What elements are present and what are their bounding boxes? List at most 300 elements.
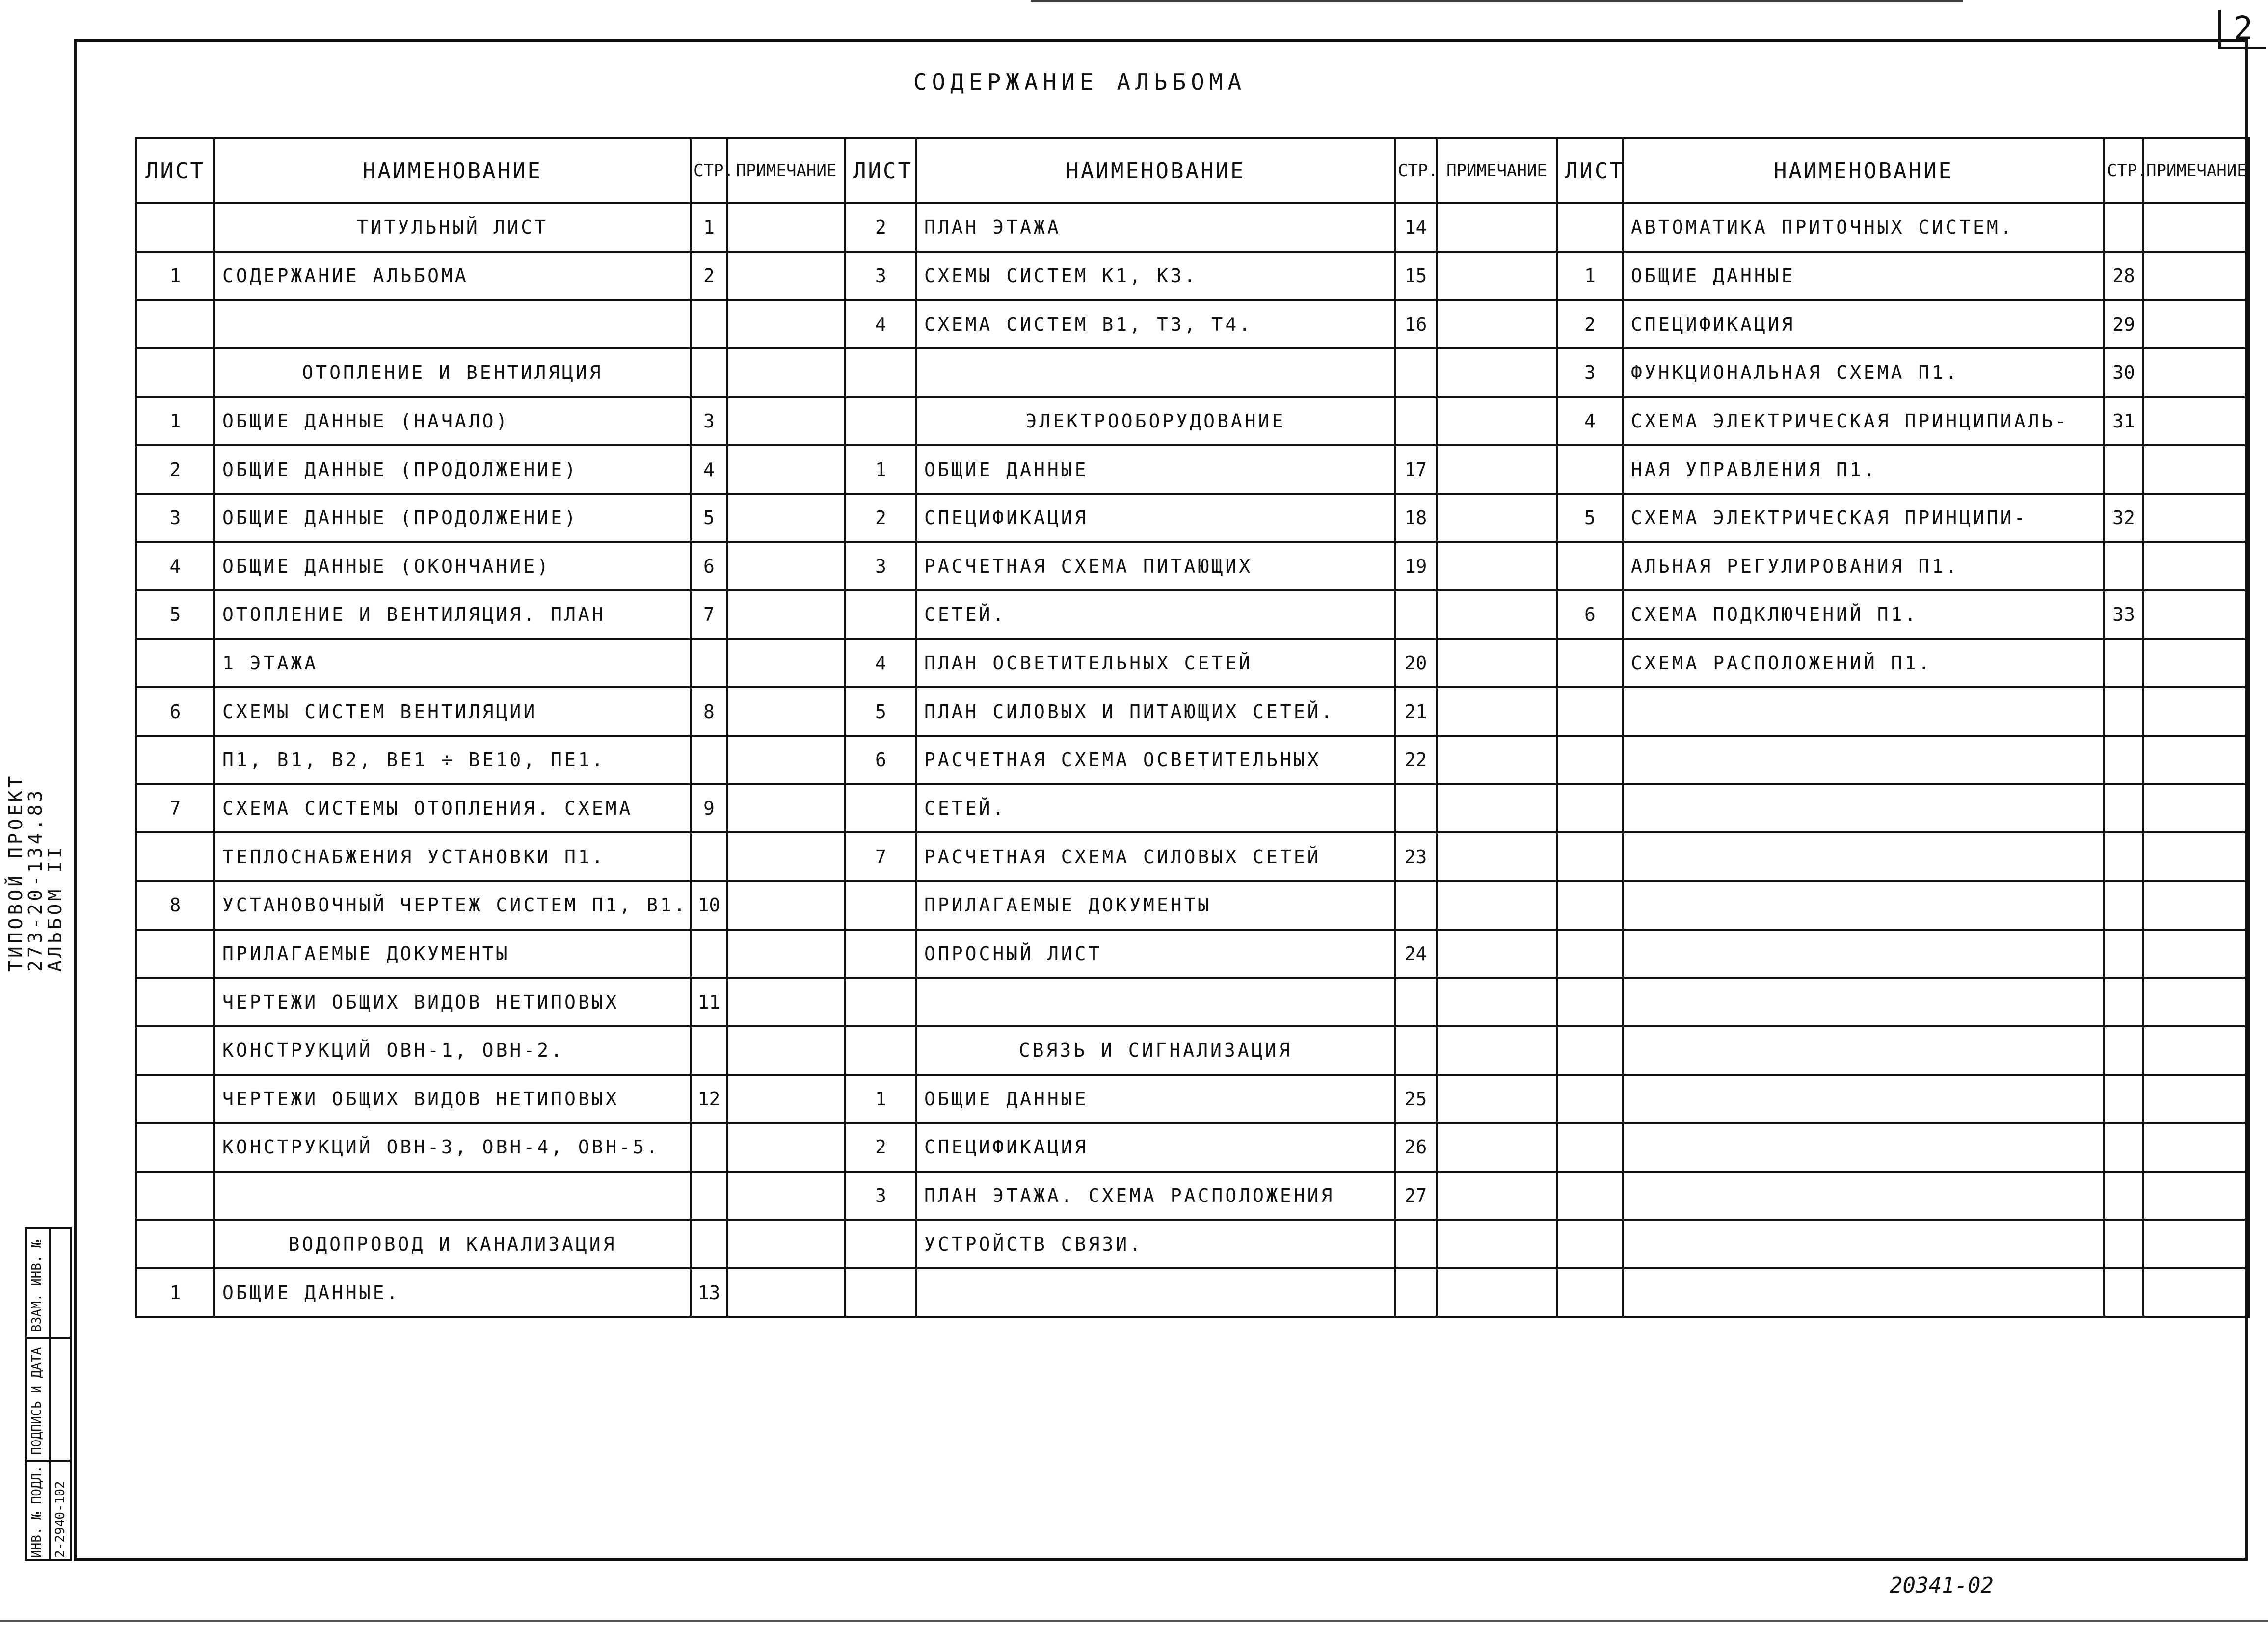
bottom-edge-rule xyxy=(0,1620,2268,1622)
section-heading-cell: ТИТУЛЬНЫЙ ЛИСТ xyxy=(214,203,691,252)
page-cell xyxy=(2104,1075,2143,1123)
name-cell: ОБЩИЕ ДАННЫЕ. xyxy=(214,1268,691,1317)
name-cell: ОБЩИЕ ДАННЫЕ xyxy=(916,1075,1395,1123)
note-cell xyxy=(1437,784,1557,833)
sheet-cell: 1 xyxy=(136,1268,214,1317)
note-cell xyxy=(2143,1220,2249,1268)
sheet-cell: 5 xyxy=(136,590,214,639)
table-row xyxy=(136,1123,2249,1172)
sheet-cell xyxy=(845,978,916,1026)
sheet-number: 2 xyxy=(2218,10,2266,49)
note-cell xyxy=(1437,397,1557,446)
name-cell: КОНСТРУКЦИЙ ОВН-3, ОВН-4, ОВН-5. xyxy=(214,1123,691,1172)
note-cell xyxy=(2143,881,2249,930)
note-cell xyxy=(2143,1026,2249,1075)
sheet-cell xyxy=(136,203,214,252)
name-cell xyxy=(214,300,691,348)
sheet-cell xyxy=(136,1026,214,1075)
header-page: СТР. xyxy=(2104,138,2143,203)
name-cell xyxy=(1623,1220,2104,1268)
sheet-cell xyxy=(1557,736,1623,784)
note-cell xyxy=(2143,590,2249,639)
name-cell: РАСЧЕТНАЯ СХЕМА СИЛОВЫХ СЕТЕЙ xyxy=(916,832,1395,881)
project-side-label xyxy=(0,766,64,972)
page-cell: 28 xyxy=(2104,252,2143,300)
name-cell xyxy=(1623,1075,2104,1123)
sheet-cell: 6 xyxy=(845,736,916,784)
top-edge-rule xyxy=(1031,0,1963,5)
name-cell xyxy=(1623,978,2104,1026)
page-cell: 31 xyxy=(2104,397,2143,446)
page-cell: 6 xyxy=(691,542,727,590)
sheet-cell: 3 xyxy=(845,542,916,590)
note-cell xyxy=(2143,978,2249,1026)
table-row xyxy=(136,832,2249,881)
note-cell xyxy=(727,445,845,494)
table-row xyxy=(136,590,2249,639)
name-cell xyxy=(916,348,1395,397)
page-cell xyxy=(691,639,727,688)
sheet-cell xyxy=(1557,1123,1623,1172)
approval-stamp xyxy=(25,1227,72,1561)
note-cell xyxy=(727,1268,845,1317)
note-cell xyxy=(2143,1268,2249,1317)
sheet-cell: 6 xyxy=(1557,590,1623,639)
note-cell xyxy=(2143,784,2249,833)
sheet-cell: 1 xyxy=(136,397,214,446)
note-cell xyxy=(727,252,845,300)
name-cell: СЕТЕЙ. xyxy=(916,590,1395,639)
name-cell: ОБЩИЕ ДАННЫЕ xyxy=(916,445,1395,494)
name-cell: ПЛАН ОСВЕТИТЕЛЬНЫХ СЕТЕЙ xyxy=(916,639,1395,688)
table-row xyxy=(136,1075,2249,1123)
page-cell xyxy=(1395,1220,1437,1268)
page-cell: 27 xyxy=(1395,1172,1437,1220)
table-row xyxy=(136,445,2249,494)
side-label-line2: 273-20-134.83 xyxy=(25,787,46,972)
document-code: 20341-02 xyxy=(1890,1573,1994,1598)
note-cell xyxy=(2143,1123,2249,1172)
name-cell xyxy=(1623,736,2104,784)
note-cell xyxy=(1437,1172,1557,1220)
name-cell: ЧЕРТЕЖИ ОБЩИХ ВИДОВ НЕТИПОВЫХ xyxy=(214,1075,691,1123)
note-cell xyxy=(727,1220,845,1268)
note-cell xyxy=(1437,881,1557,930)
table-row xyxy=(136,930,2249,978)
table-row xyxy=(136,881,2249,930)
name-cell xyxy=(1623,1026,2104,1075)
sheet-cell xyxy=(845,930,916,978)
page-cell: 25 xyxy=(1395,1075,1437,1123)
stamp-signature-label: ПОДПИСЬ И ДАТА xyxy=(29,1347,44,1455)
contents-table-body xyxy=(136,203,2249,1317)
sheet-cell xyxy=(136,978,214,1026)
name-cell: ОБЩИЕ ДАННЫЕ (ПРОДОЛЖЕНИЕ) xyxy=(214,494,691,542)
note-cell xyxy=(727,203,845,252)
note-cell xyxy=(2143,639,2249,688)
note-cell xyxy=(727,978,845,1026)
page-cell: 24 xyxy=(1395,930,1437,978)
name-cell xyxy=(1623,881,2104,930)
name-cell: СХЕМА СИСТЕМ В1, Т3, Т4. xyxy=(916,300,1395,348)
sheet-cell xyxy=(1557,1220,1623,1268)
name-cell xyxy=(214,1172,691,1220)
page-cell xyxy=(691,1026,727,1075)
name-cell: РАСЧЕТНАЯ СХЕМА ПИТАЮЩИХ xyxy=(916,542,1395,590)
page-cell: 17 xyxy=(1395,445,1437,494)
sheet-cell xyxy=(136,1123,214,1172)
page-cell xyxy=(1395,397,1437,446)
table-row xyxy=(136,203,2249,252)
page-cell: 20 xyxy=(1395,639,1437,688)
page-cell: 12 xyxy=(691,1075,727,1123)
sheet-cell: 1 xyxy=(136,252,214,300)
page-cell xyxy=(2104,736,2143,784)
name-cell xyxy=(1623,930,2104,978)
sheet-cell: 4 xyxy=(136,542,214,590)
page-cell xyxy=(691,832,727,881)
table-row xyxy=(136,397,2249,446)
page-cell xyxy=(1395,1268,1437,1317)
sheet-cell xyxy=(845,348,916,397)
page-cell: 21 xyxy=(1395,687,1437,736)
page-cell xyxy=(1395,881,1437,930)
page-cell xyxy=(2104,203,2143,252)
page-cell: 7 xyxy=(691,590,727,639)
note-cell xyxy=(2143,300,2249,348)
name-cell: ПЛАН ЭТАЖА xyxy=(916,203,1395,252)
note-cell xyxy=(1437,736,1557,784)
page-cell: 15 xyxy=(1395,252,1437,300)
sheet-cell xyxy=(136,930,214,978)
page-cell: 14 xyxy=(1395,203,1437,252)
note-cell xyxy=(2143,1172,2249,1220)
header-sheet: ЛИСТ xyxy=(1557,138,1623,203)
name-cell: П1, В1, В2, ВЕ1 ÷ ВЕ10, ПЕ1. xyxy=(214,736,691,784)
sheet-cell: 3 xyxy=(136,494,214,542)
note-cell xyxy=(1437,978,1557,1026)
sheet-cell xyxy=(845,1268,916,1317)
page-cell xyxy=(691,348,727,397)
note-cell xyxy=(1437,1123,1557,1172)
page-cell xyxy=(2104,1172,2143,1220)
page-cell xyxy=(2104,1123,2143,1172)
page-cell xyxy=(691,1123,727,1172)
page-cell xyxy=(2104,784,2143,833)
name-cell xyxy=(1623,687,2104,736)
name-cell: ОБЩИЕ ДАННЫЕ (ОКОНЧАНИЕ) xyxy=(214,542,691,590)
page-cell xyxy=(691,1172,727,1220)
table-row xyxy=(136,300,2249,348)
page-cell xyxy=(1395,1026,1437,1075)
sheet-cell xyxy=(1557,445,1623,494)
sheet-cell xyxy=(845,881,916,930)
note-cell xyxy=(2143,203,2249,252)
section-heading-cell: СВЯЗЬ И СИГНАЛИЗАЦИЯ xyxy=(916,1026,1395,1075)
page-cell: 13 xyxy=(691,1268,727,1317)
sheet-cell xyxy=(1557,639,1623,688)
page-cell: 23 xyxy=(1395,832,1437,881)
name-cell: ПРИЛАГАЕМЫЕ ДОКУМЕНТЫ xyxy=(214,930,691,978)
stamp-vzam-label: ВЗАМ. ИНВ. № xyxy=(29,1240,44,1332)
name-cell: СПЕЦИФИКАЦИЯ xyxy=(916,494,1395,542)
sheet-cell: 1 xyxy=(1557,252,1623,300)
header-page: СТР. xyxy=(691,138,727,203)
note-cell xyxy=(1437,252,1557,300)
name-cell: ОБЩИЕ ДАННЫЕ (ПРОДОЛЖЕНИЕ) xyxy=(214,445,691,494)
page-cell: 26 xyxy=(1395,1123,1437,1172)
name-cell xyxy=(916,978,1395,1026)
header-name: НАИМЕНОВАНИЕ xyxy=(1623,138,2104,203)
sheet-cell xyxy=(1557,978,1623,1026)
page-cell xyxy=(2104,881,2143,930)
name-cell: ПЛАН ЭТАЖА. СХЕМА РАСПОЛОЖЕНИЯ xyxy=(916,1172,1395,1220)
sheet-cell: 2 xyxy=(845,1123,916,1172)
stamp-inv-label: ИНВ. № ПОДЛ. xyxy=(29,1466,44,1558)
name-cell: СХЕМА РАСПОЛОЖЕНИЙ П1. xyxy=(1623,639,2104,688)
sheet-cell: 3 xyxy=(845,252,916,300)
name-cell: УСТРОЙСТВ СВЯЗИ. xyxy=(916,1220,1395,1268)
name-cell: 1 ЭТАЖА xyxy=(214,639,691,688)
note-cell xyxy=(1437,832,1557,881)
sheet-cell: 7 xyxy=(845,832,916,881)
sheet-cell xyxy=(845,590,916,639)
name-cell: ПРИЛАГАЕМЫЕ ДОКУМЕНТЫ xyxy=(916,881,1395,930)
sheet-cell xyxy=(845,1220,916,1268)
table-row xyxy=(136,639,2249,688)
header-sheet: ЛИСТ xyxy=(136,138,214,203)
name-cell: ФУНКЦИОНАЛЬНАЯ СХЕМА П1. xyxy=(1623,348,2104,397)
sheet-cell: 1 xyxy=(845,1075,916,1123)
name-cell: СХЕМА ПОДКЛЮЧЕНИЙ П1. xyxy=(1623,590,2104,639)
note-cell xyxy=(1437,445,1557,494)
header-sheet: ЛИСТ xyxy=(845,138,916,203)
sheet-cell: 4 xyxy=(845,639,916,688)
table-row xyxy=(136,252,2249,300)
name-cell: ОТОПЛЕНИЕ И ВЕНТИЛЯЦИЯ. ПЛАН xyxy=(214,590,691,639)
sheet-cell xyxy=(1557,1172,1623,1220)
note-cell xyxy=(1437,300,1557,348)
page-cell: 1 xyxy=(691,203,727,252)
table-header-row xyxy=(136,138,2249,203)
sheet-cell: 3 xyxy=(845,1172,916,1220)
page-cell: 16 xyxy=(1395,300,1437,348)
page-cell xyxy=(2104,687,2143,736)
page-cell xyxy=(691,300,727,348)
note-cell xyxy=(2143,494,2249,542)
page-cell xyxy=(2104,445,2143,494)
name-cell: ПЛАН СИЛОВЫХ И ПИТАЮЩИХ СЕТЕЙ. xyxy=(916,687,1395,736)
sheet-cell xyxy=(1557,1268,1623,1317)
name-cell: АВТОМАТИКА ПРИТОЧНЫХ СИСТЕМ. xyxy=(1623,203,2104,252)
name-cell xyxy=(1623,1123,2104,1172)
sheet-cell: 2 xyxy=(845,203,916,252)
sheet-cell xyxy=(136,736,214,784)
note-cell xyxy=(727,881,845,930)
note-cell xyxy=(727,832,845,881)
name-cell xyxy=(1623,832,2104,881)
name-cell: СЕТЕЙ. xyxy=(916,784,1395,833)
note-cell xyxy=(727,687,845,736)
note-cell xyxy=(2143,397,2249,446)
name-cell: ТЕПЛОСНАБЖЕНИЯ УСТАНОВКИ П1. xyxy=(214,832,691,881)
page-cell xyxy=(1395,784,1437,833)
page-cell: 30 xyxy=(2104,348,2143,397)
table-row xyxy=(136,736,2249,784)
name-cell: УСТАНОВОЧНЫЙ ЧЕРТЕЖ СИСТЕМ П1, В1. xyxy=(214,881,691,930)
page-cell xyxy=(2104,978,2143,1026)
name-cell: СХЕМЫ СИСТЕМ ВЕНТИЛЯЦИИ xyxy=(214,687,691,736)
note-cell xyxy=(2143,930,2249,978)
note-cell xyxy=(727,397,845,446)
sheet-cell xyxy=(845,397,916,446)
header-name: НАИМЕНОВАНИЕ xyxy=(916,138,1395,203)
sheet-cell: 5 xyxy=(1557,494,1623,542)
sheet-cell xyxy=(136,1220,214,1268)
name-cell: СПЕЦИФИКАЦИЯ xyxy=(1623,300,2104,348)
page-cell xyxy=(2104,639,2143,688)
name-cell: СХЕМА ЭЛЕКТРИЧЕСКАЯ ПРИНЦИПИ- xyxy=(1623,494,2104,542)
note-cell xyxy=(2143,736,2249,784)
note-cell xyxy=(2143,687,2249,736)
sheet-cell: 5 xyxy=(845,687,916,736)
name-cell: ОБЩИЕ ДАННЫЕ (НАЧАЛО) xyxy=(214,397,691,446)
name-cell xyxy=(1623,1268,2104,1317)
name-cell xyxy=(1623,1172,2104,1220)
page-cell: 2 xyxy=(691,252,727,300)
note-cell xyxy=(727,300,845,348)
sheet-cell: 4 xyxy=(845,300,916,348)
note-cell xyxy=(1437,1026,1557,1075)
page-cell: 19 xyxy=(1395,542,1437,590)
page-cell xyxy=(2104,832,2143,881)
name-cell: АЛЬНАЯ РЕГУЛИРОВАНИЯ П1. xyxy=(1623,542,2104,590)
note-cell xyxy=(1437,494,1557,542)
sheet-cell: 4 xyxy=(1557,397,1623,446)
page-cell: 33 xyxy=(2104,590,2143,639)
page-cell xyxy=(2104,930,2143,978)
table-row xyxy=(136,494,2249,542)
note-cell xyxy=(2143,348,2249,397)
section-heading-cell: ЭЛЕКТРООБОРУДОВАНИЕ xyxy=(916,397,1395,446)
note-cell xyxy=(1437,639,1557,688)
sheet-cell xyxy=(136,832,214,881)
name-cell: СХЕМА ЭЛЕКТРИЧЕСКАЯ ПРИНЦИПИАЛЬ- xyxy=(1623,397,2104,446)
sheet-cell: 2 xyxy=(136,445,214,494)
sheet-cell: 2 xyxy=(1557,300,1623,348)
table-row xyxy=(136,1220,2249,1268)
sheet-cell: 7 xyxy=(136,784,214,833)
name-cell: СПЕЦИФИКАЦИЯ xyxy=(916,1123,1395,1172)
name-cell: ОПРОСНЫЙ ЛИСТ xyxy=(916,930,1395,978)
sheet-cell xyxy=(1557,930,1623,978)
sheet-cell: 2 xyxy=(845,494,916,542)
name-cell: ЧЕРТЕЖИ ОБЩИХ ВИДОВ НЕТИПОВЫХ xyxy=(214,978,691,1026)
page-cell: 18 xyxy=(1395,494,1437,542)
page-cell: 22 xyxy=(1395,736,1437,784)
sheet-cell xyxy=(1557,881,1623,930)
note-cell xyxy=(727,736,845,784)
contents-table xyxy=(135,137,2250,1318)
name-cell xyxy=(916,1268,1395,1317)
table-row xyxy=(136,1172,2249,1220)
sheet-cell xyxy=(136,1172,214,1220)
note-cell xyxy=(1437,542,1557,590)
sheet-cell xyxy=(845,1026,916,1075)
page-cell xyxy=(1395,978,1437,1026)
header-name: НАИМЕНОВАНИЕ xyxy=(214,138,691,203)
page-cell: 5 xyxy=(691,494,727,542)
section-heading-cell: ВОДОПРОВОД И КАНАЛИЗАЦИЯ xyxy=(214,1220,691,1268)
stamp-divider xyxy=(49,1229,51,1559)
name-cell xyxy=(1623,784,2104,833)
stamp-cell-divider xyxy=(27,1460,70,1462)
sheet-cell: 3 xyxy=(1557,348,1623,397)
note-cell xyxy=(1437,203,1557,252)
page-title: СОДЕРЖАНИЕ АЛЬБОМА xyxy=(913,69,1247,95)
note-cell xyxy=(1437,1220,1557,1268)
note-cell xyxy=(2143,832,2249,881)
header-page: СТР. xyxy=(1395,138,1437,203)
page-cell: 8 xyxy=(691,687,727,736)
name-cell: ОБЩИЕ ДАННЫЕ xyxy=(1623,252,2104,300)
header-note: ПРИМЕЧАНИЕ xyxy=(727,138,845,203)
table-row xyxy=(136,1026,2249,1075)
table-row xyxy=(136,542,2249,590)
note-cell xyxy=(727,494,845,542)
note-cell xyxy=(727,590,845,639)
sheet-cell xyxy=(136,639,214,688)
sheet-cell: 1 xyxy=(845,445,916,494)
note-cell xyxy=(727,348,845,397)
name-cell: КОНСТРУКЦИЙ ОВН-1, ОВН-2. xyxy=(214,1026,691,1075)
sheet-cell xyxy=(845,784,916,833)
page-cell: 32 xyxy=(2104,494,2143,542)
note-cell xyxy=(727,1123,845,1172)
table-row xyxy=(136,978,2249,1026)
note-cell xyxy=(1437,348,1557,397)
note-cell xyxy=(2143,542,2249,590)
note-cell xyxy=(727,1172,845,1220)
name-cell: СХЕМА СИСТЕМЫ ОТОПЛЕНИЯ. СХЕМА xyxy=(214,784,691,833)
sheet-cell xyxy=(1557,832,1623,881)
sheet-cell: 8 xyxy=(136,881,214,930)
note-cell xyxy=(727,639,845,688)
note-cell xyxy=(1437,930,1557,978)
page-cell xyxy=(2104,1268,2143,1317)
sheet-cell xyxy=(1557,687,1623,736)
side-label-line3: АЛЬБОМ II xyxy=(44,844,66,972)
page-cell: 4 xyxy=(691,445,727,494)
page-cell: 11 xyxy=(691,978,727,1026)
page-cell xyxy=(2104,1026,2143,1075)
page-cell: 10 xyxy=(691,881,727,930)
page-cell: 29 xyxy=(2104,300,2143,348)
page-cell xyxy=(1395,348,1437,397)
sheet-cell xyxy=(136,300,214,348)
table-row xyxy=(136,784,2249,833)
sheet-cell xyxy=(1557,784,1623,833)
sheet-cell xyxy=(136,1075,214,1123)
page-cell xyxy=(2104,1220,2143,1268)
name-cell: СОДЕРЖАНИЕ АЛЬБОМА xyxy=(214,252,691,300)
note-cell xyxy=(727,1075,845,1123)
note-cell xyxy=(2143,1075,2249,1123)
note-cell xyxy=(2143,445,2249,494)
section-heading-cell: ОТОПЛЕНИЕ И ВЕНТИЛЯЦИЯ xyxy=(214,348,691,397)
page-cell: 3 xyxy=(691,397,727,446)
page-cell xyxy=(691,1220,727,1268)
